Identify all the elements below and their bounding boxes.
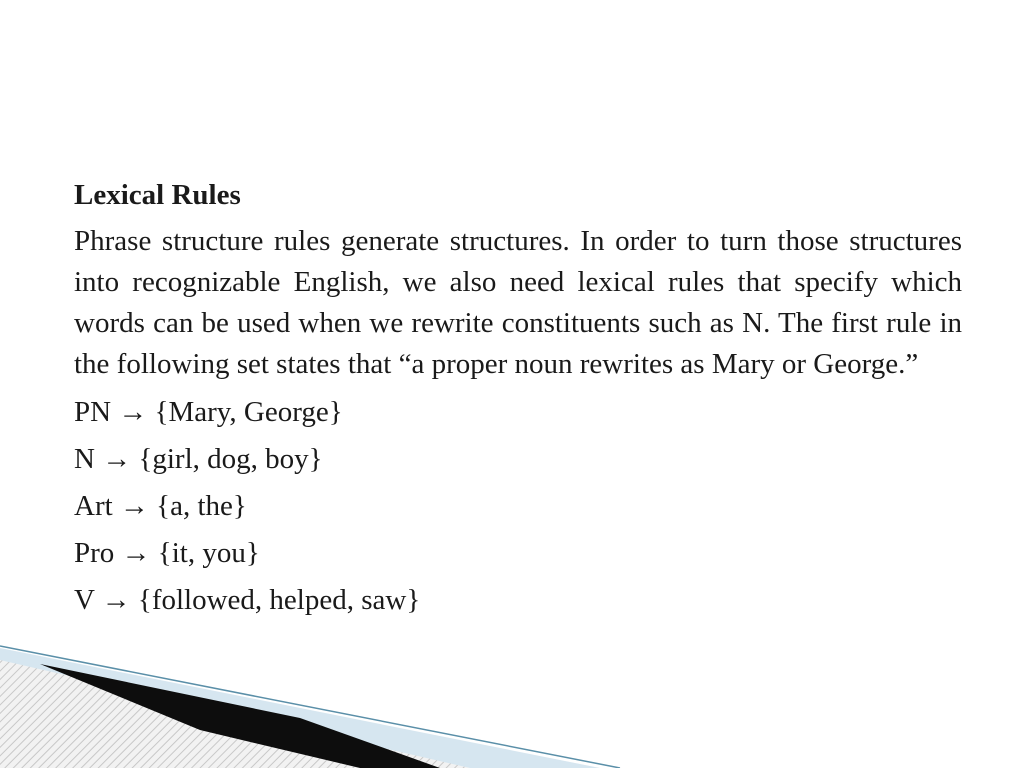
rule-pn: PN → {Mary, George} bbox=[74, 396, 343, 428]
body-paragraph: Phrase structure rules generate structures. In order to turn those structures into recognizable English, we also need lexical rules that specify which words can be used when we rewrite constituents such as N. The first rule in the following set states that “a proper noun rewrites as Mary or George.” bbox=[74, 225, 962, 380]
rule-pro: Pro → {it, you} bbox=[74, 537, 260, 569]
slide-heading: Lexical Rules bbox=[74, 179, 241, 211]
slide-body bbox=[74, 175, 962, 620]
dark-swoosh bbox=[40, 664, 440, 768]
light-blue-band bbox=[0, 648, 600, 768]
rule-art: Art → {a, the} bbox=[74, 490, 247, 522]
hatched-band bbox=[0, 650, 470, 768]
rule-v: V → {followed, helped, saw} bbox=[74, 584, 421, 616]
teal-line bbox=[0, 646, 620, 768]
rule-n: N → {girl, dog, boy} bbox=[74, 443, 323, 475]
